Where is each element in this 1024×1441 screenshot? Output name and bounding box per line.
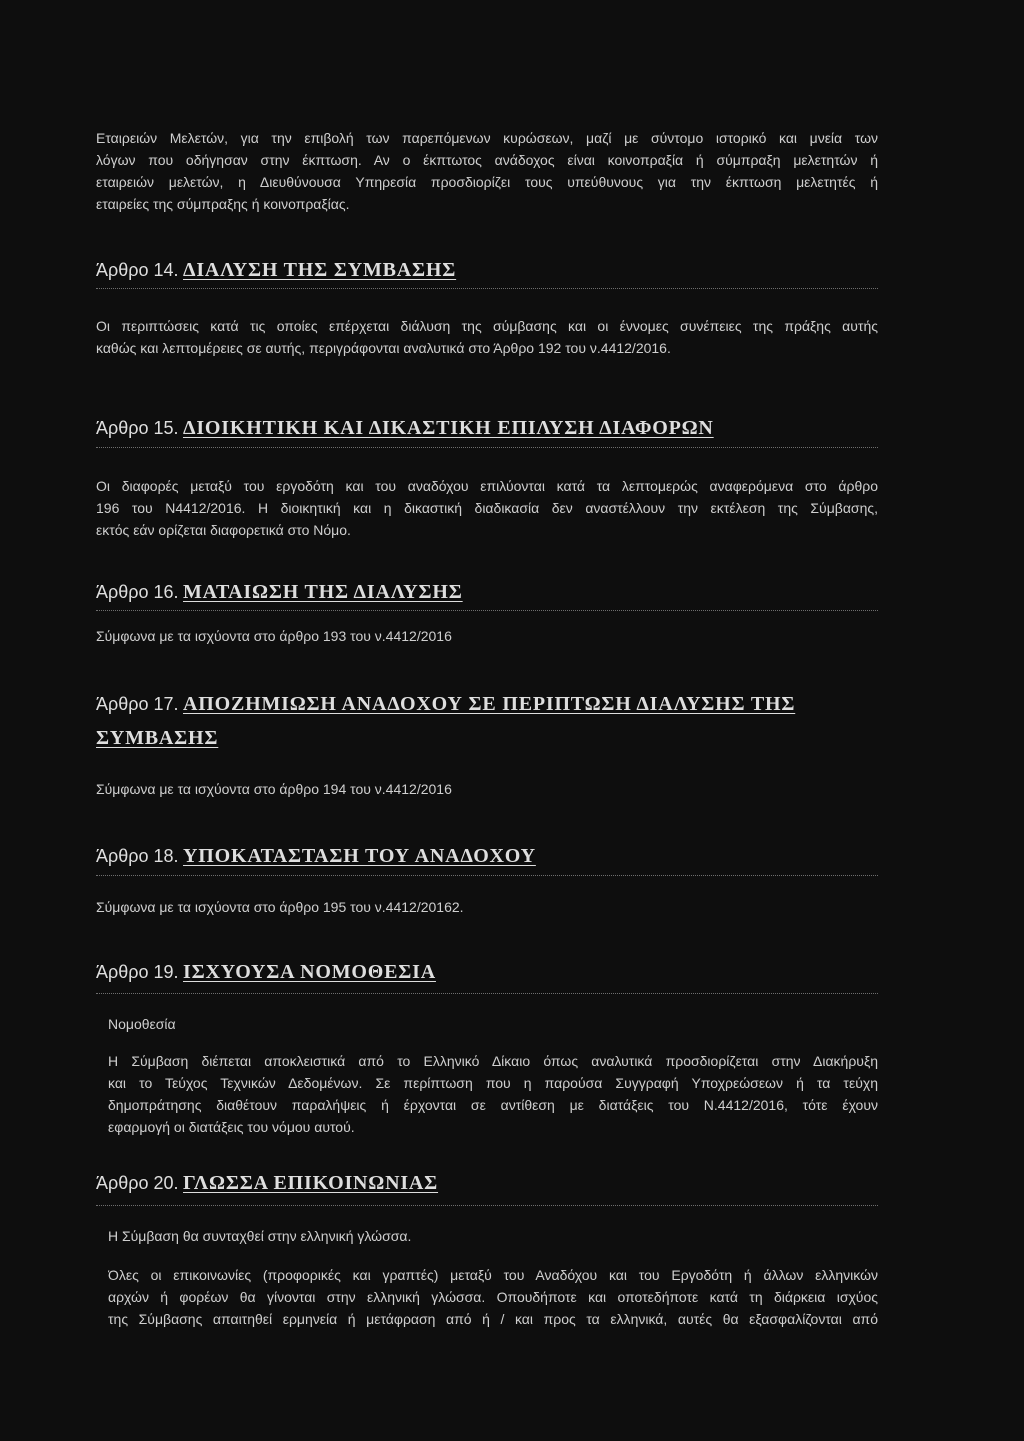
- article-20-heading: [96, 1167, 878, 1201]
- text-line: και το Τεύχος Τεχνικών Δεδομένων. Σε περίπτωση που η παρούσα Συγγραφή Υποχρεώσεων ή τα τεύχη: [108, 1075, 878, 1091]
- heading-divider: [96, 993, 878, 994]
- text-line: εταιρείες της σύμπραξης ή κοινοπραξίας.: [96, 196, 350, 212]
- text-line: εφαρμογή οι διατάξεις του νόμου αυτού.: [108, 1119, 355, 1135]
- article-14-paragraph: [96, 315, 878, 359]
- subheading-text: Νομοθεσία: [108, 1016, 176, 1032]
- article-15-heading: [96, 412, 878, 446]
- article-number: Άρθρο 18.: [96, 846, 179, 866]
- text-line: Σύμφωνα με τα ισχύοντα στο άρθρο 193 του ν.4412/2016: [96, 628, 452, 644]
- text-line: Σύμφωνα με τα ισχύοντα στο άρθρο 195 του ν.4412/20162.: [96, 899, 464, 915]
- article-title: ΑΠΟΖΗΜΙΩΣΗ ΑΝΑΔΟΧΟΥ ΣΕ ΠΕΡΙΠΤΩΣΗ ΔΙΑΛΥΣΗΣ ΤΗΣ ΣΥΜΒΑΣΗΣ: [96, 693, 796, 749]
- heading-divider: [96, 875, 878, 876]
- article-number: Άρθρο 14.: [96, 260, 179, 280]
- article-18-heading: [96, 840, 878, 874]
- text-line: εταιρειών μελετών, η Διευθύνουσα Υπηρεσία προσδιορίζει τους υπεύθυνους για την έκπτωση μελετητές ή: [96, 174, 878, 190]
- article-number: Άρθρο 19.: [96, 962, 179, 982]
- article-17-paragraph: [96, 778, 878, 800]
- article-16-paragraph: [96, 625, 878, 647]
- article-title: ΥΠΟΚΑΤΑΣΤΑΣΗ ΤΟΥ ΑΝΑΔΟΧΟΥ: [183, 845, 536, 867]
- text-line: λόγων που οδήγησαν στην έκπτωση. Αν ο έκπτωτος ανάδοχος είναι κοινοπραξία ή σύμπραξη μελετητών ή: [96, 152, 878, 168]
- article-number: Άρθρο 20.: [96, 1173, 179, 1193]
- text-line: Η Σύμβαση θα συνταχθεί στην ελληνική γλώσσα.: [108, 1228, 412, 1244]
- article-number: Άρθρο 15.: [96, 418, 179, 438]
- text-line: Οι περιπτώσεις κατά τις οποίες επέρχεται διάλυση της σύμβασης και οι έννομες συνέπειες της πράξης αυτής: [96, 318, 878, 334]
- article-19-subheading: [108, 1013, 878, 1035]
- article-17-heading: [96, 688, 878, 756]
- article-20-lead: [108, 1225, 878, 1247]
- article-19-paragraph: [108, 1050, 878, 1138]
- article-18-paragraph: [96, 896, 878, 918]
- text-line: Εταιρειών Μελετών, για την επιβολή των παρεπόμενων κυρώσεων, μαζί με σύντομο ιστορικό και μνεία των: [96, 130, 878, 146]
- article-title: ΜΑΤΑΙΩΣΗ ΤΗΣ ΔΙΑΛΥΣΗΣ: [183, 581, 463, 603]
- heading-divider: [96, 288, 878, 289]
- text-line: αρχών ή φορέων θα γίνονται στην ελληνική γλώσσα. Οπουδήποτε και οποτεδήποτε κατά τη διάρκεια ισχύος: [108, 1289, 878, 1305]
- heading-divider: [96, 447, 878, 448]
- text-line: της Σύμβασης απαιτηθεί ερμηνεία ή μετάφραση από ή / και προς τα ελληνικά, αυτές θα εξασφαλίζονται από: [108, 1311, 878, 1327]
- article-title: ΔΙΟΙΚΗΤΙΚΗ ΚΑΙ ΔΙΚΑΣΤΙΚΗ ΕΠΙΛΥΣΗ ΔΙΑΦΟΡΩΝ: [183, 417, 714, 439]
- article-title: ΙΣΧΥΟΥΣΑ ΝΟΜΟΘΕΣΙΑ: [183, 961, 436, 983]
- text-line: εκτός εάν ορίζεται διαφορετικά στο Νόμο.: [96, 522, 351, 538]
- text-line: Όλες οι επικοινωνίες (προφορικές και γραπτές) μεταξύ του Αναδόχου και του Εργοδότη ή άλλων ελληνικών: [108, 1267, 878, 1283]
- article-15-paragraph: [96, 475, 878, 541]
- article-title: ΓΛΩΣΣΑ ΕΠΙΚΟΙΝΩΝΙΑΣ: [183, 1172, 439, 1194]
- article-19-heading: [96, 956, 878, 990]
- article-title: ΔΙΑΛΥΣΗ ΤΗΣ ΣΥΜΒΑΣΗΣ: [183, 259, 457, 281]
- text-line: Σύμφωνα με τα ισχύοντα στο άρθρο 194 του ν.4412/2016: [96, 781, 452, 797]
- article-16-heading: [96, 576, 878, 610]
- article-14-heading: [96, 254, 878, 288]
- text-line: Η Σύμβαση διέπεται αποκλειστικά από το Ελληνικό Δίκαιο όπως αναλυτικά προσδιορίζεται στην Διακήρυξη: [108, 1053, 878, 1069]
- heading-divider: [96, 1205, 878, 1206]
- text-line: Οι διαφορές μεταξύ του εργοδότη και του αναδόχου επιλύονται κατά τα λεπτομερώς αναφερόμενα στο άρθρο: [96, 478, 878, 494]
- text-line: καθώς και λεπτομέρειες σε αυτής, περιγράφονται αναλυτικά στο Άρθρο 192 του ν.4412/2016.: [96, 340, 671, 356]
- article-number: Άρθρο 16.: [96, 582, 179, 602]
- article-number: Άρθρο 17.: [96, 694, 179, 714]
- heading-divider: [96, 610, 878, 611]
- text-line: 196 του Ν4412/2016. Η διοικητική και η δικαστική διαδικασία δεν αναστέλλουν την εκτέλεση της Σύμβασης,: [96, 500, 878, 516]
- text-line: δημοπράτησης διαθέτουν παραλήψεις ή έρχονται σε αντίθεση με διατάξεις του Ν.4412/2016, τότε έχουν: [108, 1097, 878, 1113]
- intro-paragraph: [96, 127, 878, 215]
- article-20-paragraph: [108, 1264, 878, 1330]
